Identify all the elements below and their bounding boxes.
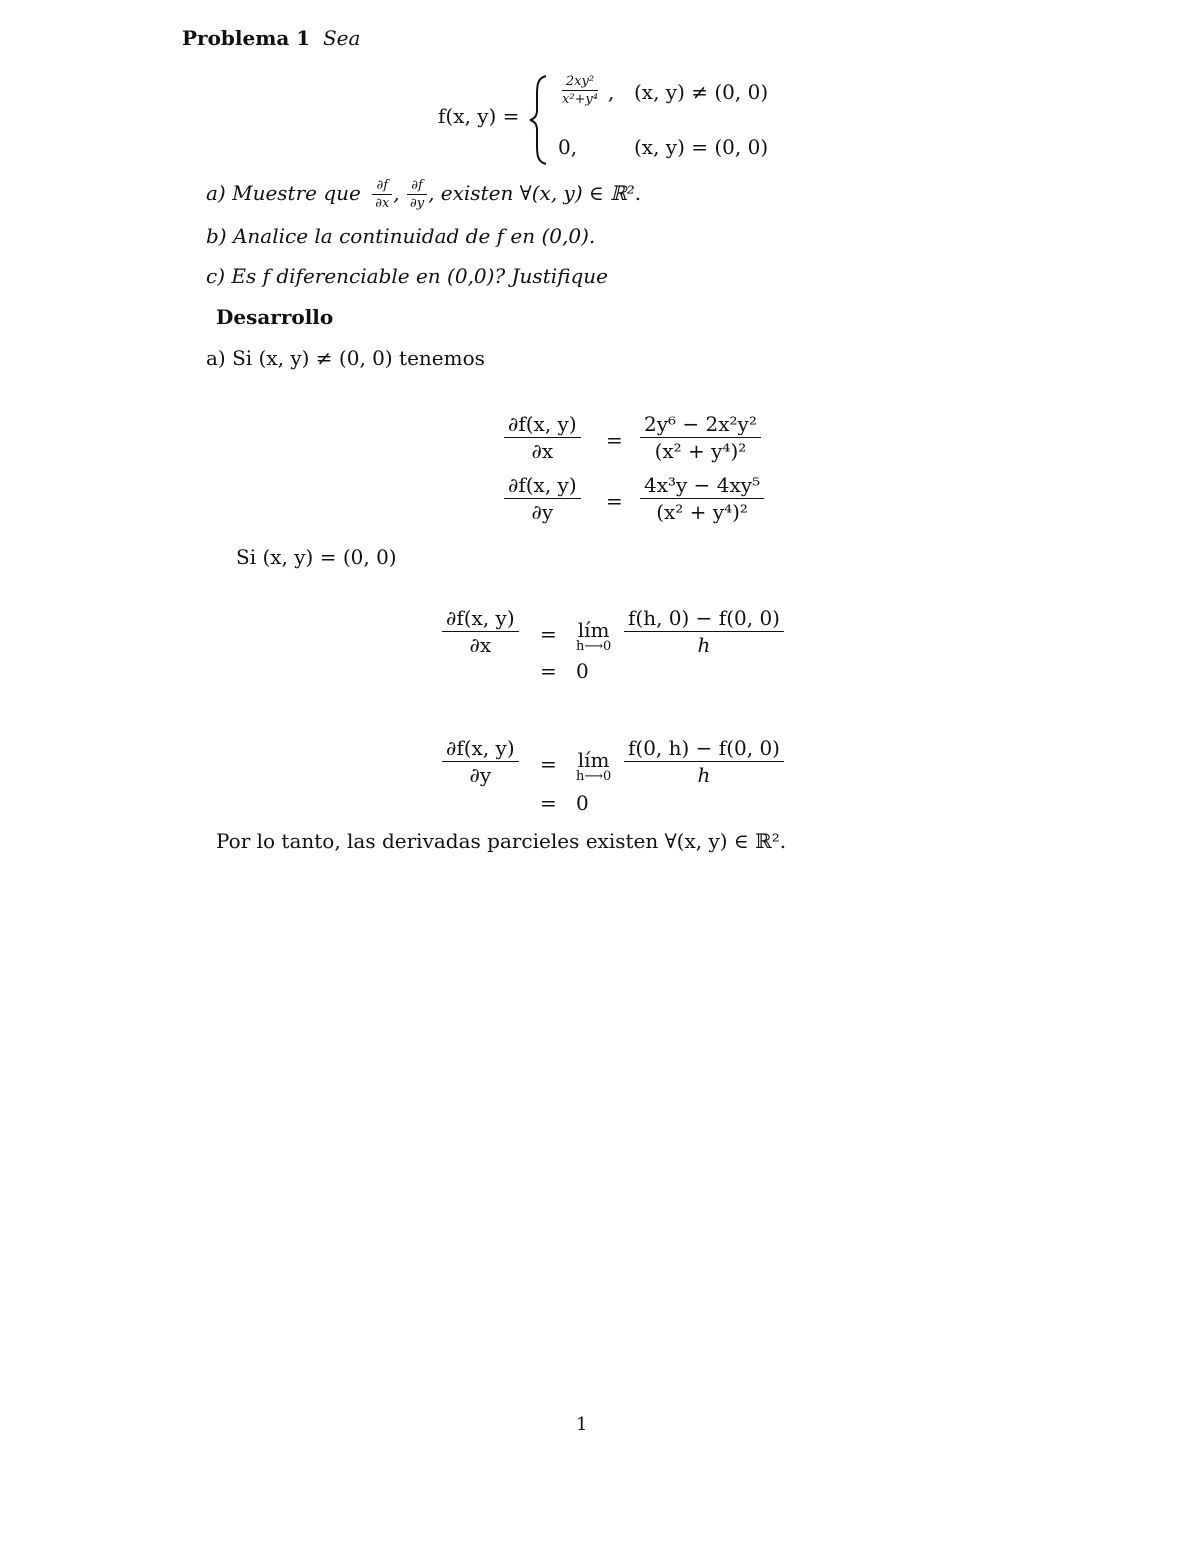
eq2-equals: = (606, 489, 623, 513)
case2-condition: (x, y) = (0, 0) (634, 135, 769, 159)
lim1-subscript: h⟶0 (576, 639, 612, 654)
question-b: b) Analice la continuidad de f en (0,0). (206, 224, 596, 248)
eq2-lhs-denominator: ∂y (531, 500, 554, 524)
lim1-equals-2: = (540, 659, 557, 683)
lim2-operator (576, 748, 611, 784)
question-a-frac1-den: ∂x (375, 196, 390, 211)
left-brace-icon (528, 74, 552, 166)
case1-condition: (x, y) ≠ (0, 0) (634, 80, 769, 104)
question-c: c) Es f diferenciable en (0,0)? Justifique (206, 264, 608, 288)
lim1-lhs (442, 606, 519, 657)
lim2-lhs-numerator: ∂f(x, y) (442, 736, 519, 762)
eq2-lhs-numerator: ∂f(x, y) (504, 473, 581, 499)
page-number: 1 (576, 1414, 588, 1435)
eq1-rhs-denominator: (x² + y⁴)² (654, 439, 747, 463)
question-a: a) Muestre que $\frac{\partial f}{\partial x}$ , $\frac{\partial f}{\partial y}$ , existen ∀(x, y) ∈ ℝ². (206, 178, 642, 211)
lim2-rhs-numerator: f(0, h) − f(0, 0) (624, 736, 784, 762)
conclusion: Por lo tanto, las derivadas parcieles existen ∀(x, y) ∈ ℝ². (216, 829, 787, 853)
case1-denominator: x²+y⁴ (562, 92, 598, 107)
lim1-rhs-denominator: h (697, 633, 711, 657)
problem-label: Problema 1 (182, 26, 311, 50)
lim2-word: lím (577, 748, 610, 772)
lim1-rhs-numerator: f(h, 0) − f(0, 0) (624, 606, 784, 632)
left-brace (528, 74, 552, 164)
lim2-equals-2: = (540, 791, 557, 815)
lim2-result: 0 (576, 791, 589, 815)
lim2-rhs-denominator: h (697, 763, 711, 787)
lim1-lhs-denominator: ∂x (469, 633, 492, 657)
lim1-equals: = (540, 622, 557, 646)
eq1-rhs-numerator: 2y⁶ − 2x²y² (640, 412, 761, 438)
lim1-lhs-numerator: ∂f(x, y) (442, 606, 519, 632)
lim2-rhs (624, 736, 784, 787)
lim2-lhs (442, 736, 519, 787)
eq2-rhs (640, 473, 764, 524)
eq1-lhs (504, 412, 581, 463)
lim2-equals: = (540, 752, 557, 776)
origin-intro: Si (x, y) = (0, 0) (236, 545, 397, 569)
question-a-suffix: , existen ∀(x, y) ∈ ℝ². (428, 181, 642, 205)
lim1-operator (576, 618, 611, 654)
case2-value: 0, (558, 135, 578, 159)
problem-header (182, 26, 360, 50)
question-a-frac1-num: ∂f (372, 178, 392, 195)
case1-numerator: 2xy² (562, 74, 598, 91)
lim1-rhs (624, 606, 784, 657)
function-lhs: f(x, y) = (438, 104, 520, 128)
lim1-result: 0 (576, 659, 589, 683)
lim1-word: lím (577, 618, 610, 642)
part-a-intro: a) Si (x, y) ≠ (0, 0) tenemos (206, 346, 485, 370)
lim2-subscript: h⟶0 (576, 769, 612, 784)
case1-fraction (558, 74, 602, 107)
case1-comma: , (608, 80, 615, 104)
eq1-rhs (640, 412, 761, 463)
eq2-lhs (504, 473, 581, 524)
eq1-equals: = (606, 428, 623, 452)
eq1-lhs-numerator: ∂f(x, y) (504, 412, 581, 438)
lim2-lhs-denominator: ∂y (469, 763, 492, 787)
eq2-rhs-numerator: 4x³y − 4xy⁵ (640, 473, 764, 499)
question-a-frac2-den: ∂y (410, 196, 425, 211)
question-a-prefix: a) Muestre que (206, 181, 361, 205)
question-a-frac2-num: ∂f (407, 178, 427, 195)
development-heading: Desarrollo (216, 305, 334, 329)
eq1-lhs-denominator: ∂x (531, 439, 554, 463)
problem-intro: Sea (322, 26, 361, 50)
eq2-rhs-denominator: (x² + y⁴)² (656, 500, 748, 524)
